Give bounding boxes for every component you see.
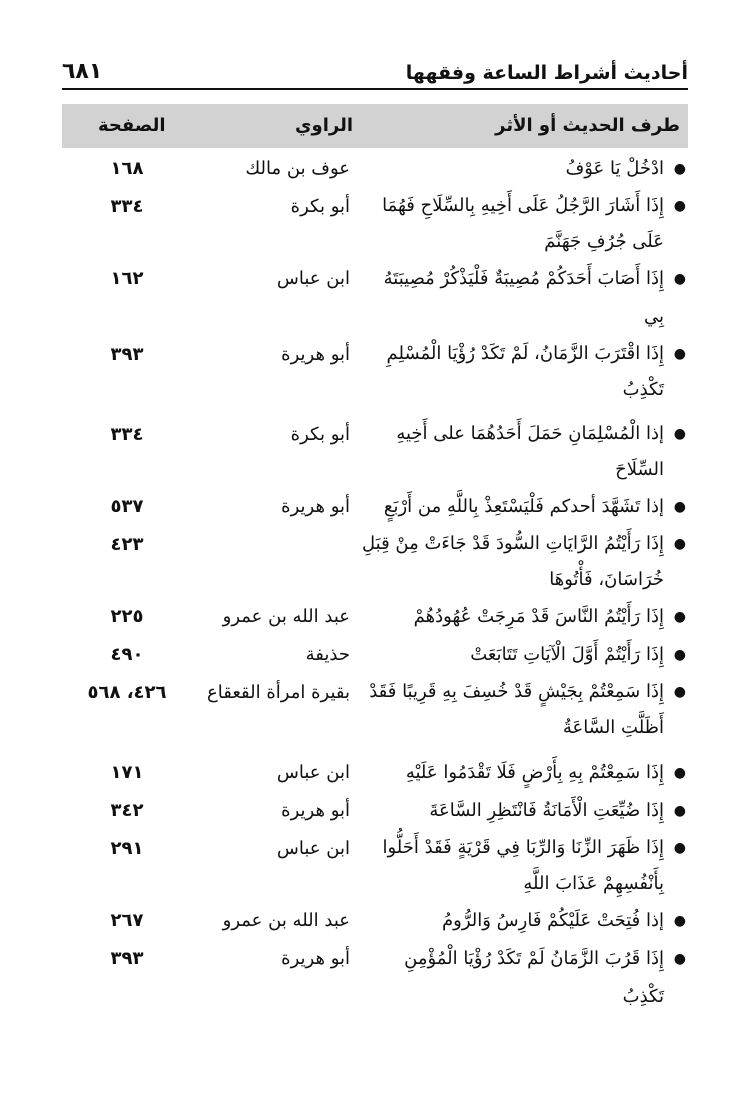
page-cell: ١٧١ — [110, 762, 144, 783]
hadith-text: ● إِذَا رَأَيْتُمْ أَوَّلَ الْآيَاتِ تَتَابَعَتْ — [362, 636, 688, 674]
index-table-body — [62, 150, 688, 1016]
rawi-cell: أبو هريرة — [281, 344, 350, 365]
table-row — [62, 416, 688, 488]
rawi-cell: ابن عباس — [276, 838, 350, 859]
page-cell: ١٦٨ — [110, 158, 144, 179]
rawi-cell: أبو بكرة — [290, 196, 350, 217]
table-row — [62, 940, 688, 1016]
rawi-cell: أبو هريرة — [281, 948, 350, 969]
table-row — [62, 830, 688, 902]
bullet-icon: ● — [673, 198, 686, 214]
page-cell: ٤٢٣ — [110, 534, 144, 555]
index-table-header — [62, 104, 688, 148]
header-rule — [62, 88, 688, 90]
page-cell: ٢٢٥ — [110, 606, 144, 627]
hadith-text: ● ادْخُلْ يَا عَوْفُ — [362, 150, 688, 188]
hadith-text: ● إِذَا سَمِعْتُمْ بِهِ بِأَرْضٍ فَلَا تَقْدَمُوا عَلَيْهِ — [362, 754, 688, 792]
hadith-text: ● إِذَا اقْتَرَبَ الزَّمَانُ، لَمْ تَكَدْ رُؤْيَا الْمُسْلِمِ تَكْذِبُ — [362, 336, 688, 408]
hadith-text: ● إذا تَشَهَّدَ أحدكم فَلْيَسْتَعِذْ بِاللَّهِ من أَرْبَعٍ — [362, 488, 688, 526]
rawi-cell: عبد الله بن عمرو — [222, 910, 350, 931]
bullet-icon: ● — [673, 803, 686, 819]
page-cell: ٣٩٣ — [110, 948, 144, 969]
bullet-icon: ● — [673, 536, 686, 552]
table-row — [62, 902, 688, 940]
table-row — [62, 526, 688, 598]
table-row — [62, 598, 688, 636]
table-row — [62, 336, 688, 408]
page-cell: ٤٩٠ — [110, 644, 144, 665]
rawi-cell: حذيفة — [305, 644, 350, 665]
page-cell: ٣٩٣ — [110, 344, 144, 365]
bullet-icon: ● — [673, 951, 686, 967]
table-row — [62, 636, 688, 674]
table-row — [62, 792, 688, 830]
table-row — [62, 674, 688, 746]
rawi-cell: أبو هريرة — [281, 800, 350, 821]
hadith-text: ● إذا الْمُسْلِمَانِ حَمَلَ أَحَدُهُمَا على أَخِيهِ السِّلَاحَ — [362, 416, 688, 488]
rawi-cell: أبو هريرة — [281, 496, 350, 517]
rawi-cell: عبد الله بن عمرو — [222, 606, 350, 627]
page-cell: ٣٤٢ — [110, 800, 144, 821]
rawi-cell: ابن عباس — [276, 762, 350, 783]
page-cell: ٤٢٦، ٥٦٨ — [87, 682, 167, 703]
bullet-icon: ● — [673, 647, 686, 663]
table-row — [62, 488, 688, 526]
hadith-text: ● إِذَا سَمِعْتُمْ بِجَيْشٍ قَدْ خُسِفَ بِهِ قَرِيبًا فَقَدْ أَظَلَّتِ السَّاعَةُ — [362, 674, 688, 746]
rawi-cell: عوف بن مالك — [245, 158, 350, 179]
bullet-icon: ● — [673, 161, 686, 177]
bullet-icon: ● — [673, 913, 686, 929]
page-cell: ٥٣٧ — [110, 496, 144, 517]
page-cell: ٣٣٤ — [110, 424, 144, 445]
bullet-icon: ● — [673, 499, 686, 515]
page-cell: ١٦٢ — [110, 268, 144, 289]
page-cell: ٣٣٤ — [110, 196, 144, 217]
bullet-icon: ● — [673, 609, 686, 625]
table-row — [62, 260, 688, 336]
column-header-page: الصفحة — [98, 115, 166, 136]
hadith-text: ● إِذَا رَأَيْتُمُ الرَّايَاتِ السُّودَ قَدْ جَاءَتْ مِنْ قِبَلِ خُرَاسَانَ، فَأْتُوهَا — [362, 526, 688, 598]
hadith-text: ● إِذَا رَأَيْتُمُ النَّاسَ قَدْ مَرِجَتْ عُهُودُهُمْ — [362, 598, 688, 636]
table-row — [62, 754, 688, 792]
bullet-icon: ● — [673, 346, 686, 362]
hadith-text: ● إِذَا ضُيِّعَتِ الْأَمَانَةُ فَانْتَظِرِ السَّاعَةَ — [362, 792, 688, 830]
hadith-text: ● إِذَا أَصَابَ أَحَدَكُمْ مُصِيبَةٌ فَلْيَذْكُرْ مُصِيبَتَهُ بِي — [362, 260, 688, 336]
rawi-cell: ابن عباس — [276, 268, 350, 289]
rawi-cell: بقيرة امرأة القعقاع — [207, 682, 350, 703]
running-head-title: أحاديث أشراط الساعة وفقهها — [405, 62, 688, 84]
hadith-text: ● إِذَا قَرُبَ الزَّمَانُ لَمْ تَكَدْ رُؤْيَا الْمُؤْمِنِ تَكْذِبُ — [362, 940, 688, 1016]
page-number: ٦٨١ — [62, 59, 103, 84]
column-header-rawi: الراوي — [295, 115, 353, 136]
table-row — [62, 188, 688, 260]
bullet-icon: ● — [673, 426, 686, 442]
page-cell: ٢٩١ — [110, 838, 144, 859]
hadith-text: ● إِذَا أَشَارَ الرَّجُلُ عَلَى أَخِيهِ بِالسِّلَاحِ فَهُمَا عَلَى جُرُفِ جَهَنَّمَ — [362, 188, 688, 260]
hadith-text: ● إذا فُتِحَتْ عَلَيْكُمْ فَارِسُ وَالرُّومُ — [362, 902, 688, 940]
bullet-icon: ● — [673, 765, 686, 781]
hadith-text: ● إِذَا ظَهَرَ الزِّنَا وَالرِّبَا فِي قَرْيَةٍ فَقَدْ أَحَلُّوا بِأَنْفُسِهِمْ عَذَابَ اللَّهِ — [362, 830, 688, 902]
rawi-cell: أبو بكرة — [290, 424, 350, 445]
table-row — [62, 150, 688, 188]
bullet-icon: ● — [673, 271, 686, 287]
running-head — [62, 44, 688, 84]
column-header-hadith: طرف الحديث أو الأثر — [495, 115, 680, 136]
page-cell: ٢٦٧ — [110, 910, 144, 931]
bullet-icon: ● — [673, 840, 686, 856]
bullet-icon: ● — [673, 684, 686, 700]
